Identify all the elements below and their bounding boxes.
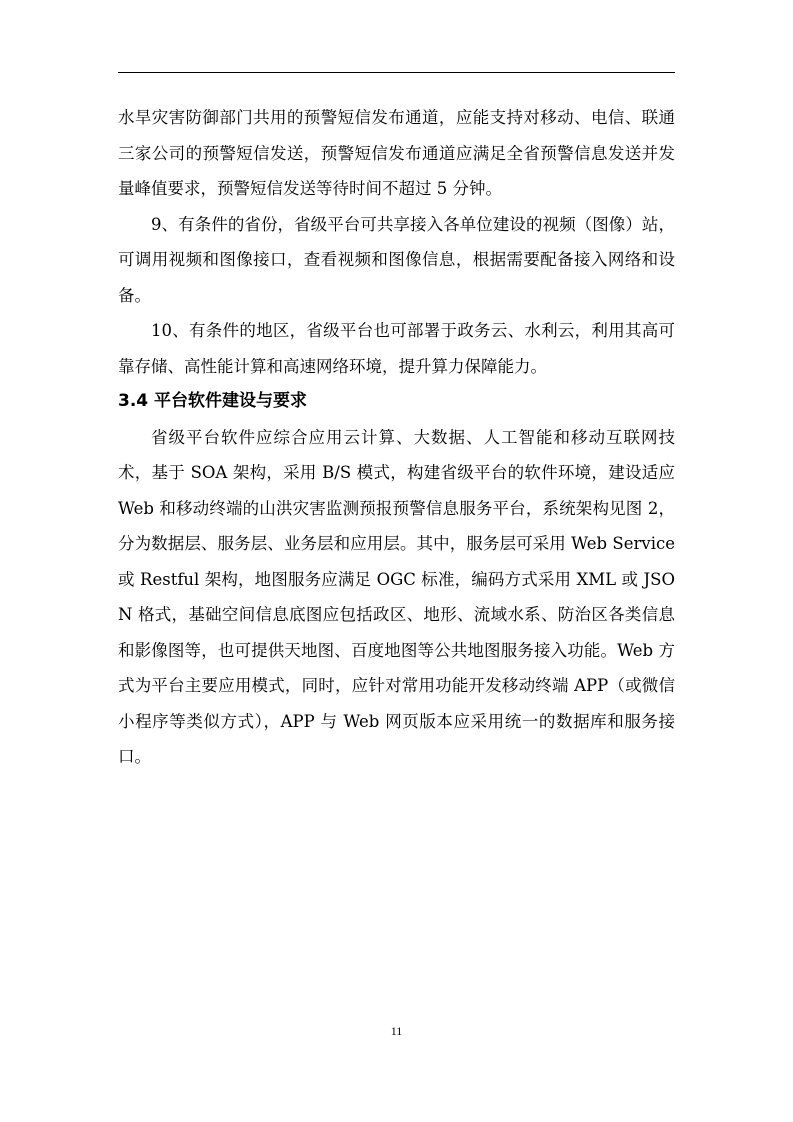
paragraph-item-10: 10、有条件的地区，省级平台也可部署于政务云、水利云，利用其高可靠存储、高性能计算和高速网络环境，提升算力保障能力。: [118, 321, 675, 376]
paragraph-item-9: 9、有条件的省份，省级平台可共享接入各单位建设的视频（图像）站，可调用视频和图像接口，查看视频和图像信息，根据需要配备接入网络和设备。: [118, 214, 675, 305]
section-heading: 3.4 平台软件建设与要求: [118, 391, 308, 411]
paragraph-software-architecture: 省级平台软件应综合应用云计算、大数据、人工智能和移动互联网技术，基于 SOA 架构，采用 B/S 模式，构建省级平台的软件环境，建设适应 Web 和移动终端的山洪灾害监测预报预警信息服务平台，系统架构见图 2，分为数据层、服务层、业务层和应用层。其中，服务层可采用 Web Service 或 Restful 架构，地图服务应满足 OGC 标准，编码方式采用 XML 或 JSON 格式，基础空间信息底图应包括政区、地形、流域水系、防治区各类信息和影像图等，也可提供天地图、百度地图等公共地图服务接入功能。Web 方式为平台主要应用模式，同时，应针对常用功能开发移动终端 APP（或微信小程序等类似方式），APP 与 Web 网页版本应采用统一的数据库和服务接口。: [118, 427, 675, 766]
header-rule: [118, 72, 675, 73]
page-number: 11: [390, 1024, 403, 1038]
paragraph-sms-channel: 水旱灾害防御部门共用的预警短信发布通道，应能支持对移动、电信、联通三家公司的预警短信发送，预警短信发布通道应满足全省预警信息发送并发量峰值要求，预警短信发送等待时间不超过 5 分钟。: [118, 108, 675, 198]
page-content: [118, 100, 675, 775]
